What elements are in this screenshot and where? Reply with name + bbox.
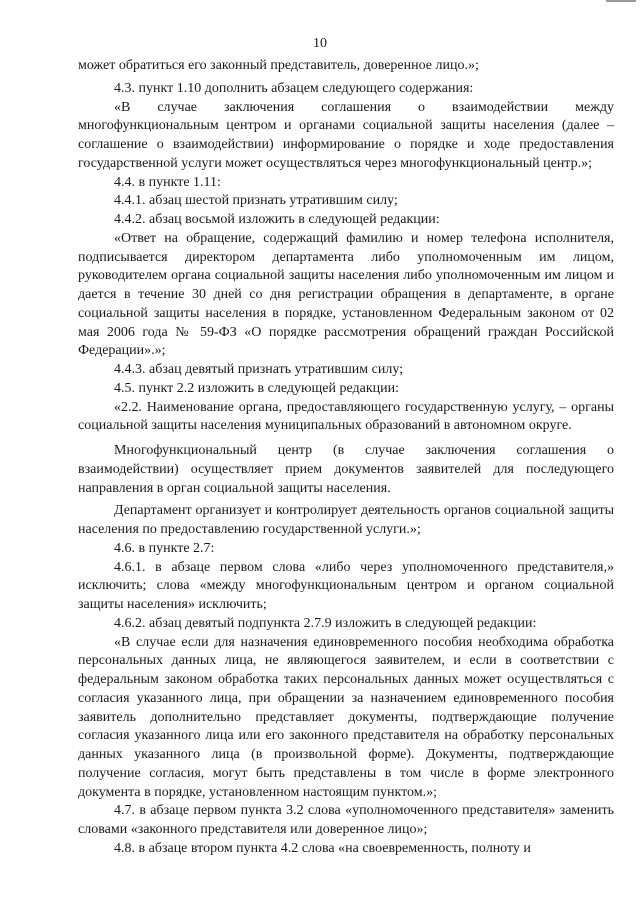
paragraph: «2.2. Наименование органа, предоставляющего государственную услугу, – органы социальной защиты населения муниципальных образований в автономном округе. <box>78 399 614 434</box>
paragraph: «В случае заключения соглашения о взаимодействии между многофункциональным центром и органами социальной защиты населения (далее – соглашение о взаимодействии) информирование о порядке и ходе предоставления государственной услуги может осуществляться через многофункциональный центр.»; <box>78 99 614 171</box>
paragraph: 4.4. в пункте 1.11: <box>114 174 221 190</box>
paragraph: 4.4.1. абзац шестой признать утратившим силу; <box>114 193 398 209</box>
paragraph: 4.4.2. абзац восьмой изложить в следующей редакции: <box>114 212 440 227</box>
page-number: 10 <box>313 36 327 51</box>
paragraph: «В случае если для назначения единовременного пособия необходима обработка персональных данных лица, не являющегося заявителем, и если в соответствии с федеральным законом обработка таких персональных данных может осуществляться с согласия указанного лица, при обращении за назначением единовременного пособия заявитель дополнительно представляет документы, подтверждающие получение согласия указанного лица или его законного представителя на обработку персональных данных указанного лица (в произвольной форме). Документы, подтверждающие получение согласия, могут быть представлены в том числе в форме электронного документа в порядке, установленном настоящим пунктом.»; <box>78 634 614 800</box>
paragraph: 4.8. в абзаце втором пункта 4.2 слова «на своевременность, полноту и <box>114 840 531 856</box>
paragraph: 4.3. пункт 1.10 дополнить абзацем следующего содержания: <box>114 80 474 96</box>
paragraph: 4.6.1. в абзаце первом слова «либо через уполномоченного представителя,» исключить; слова «между многофункциональным центром и органом социальной защиты населения» исключить; <box>78 559 614 612</box>
paragraph: 4.7. в абзаце первом пункта 3.2 слова «уполномоченного представителя» заменить словами «законного представителя или доверенное лицо»; <box>78 803 614 837</box>
paragraph: «Ответ на обращение, содержащий фамилию и номер телефона исполнителя, подписывается директором департамента либо уполномоченным им лицом, руководителем органа социальной защиты населения либо уполномоченным им лицом и дается в течение 30 дней со дня регистрации обращения в департаменте, в органе социальной защиты населения в порядке, установленном Федеральным законом от 02 мая 2006 года № 59-ФЗ «О порядке рассмотрения обращений граждан Российской Федерации».»; <box>78 230 614 359</box>
paragraph: Департамент организует и контролирует деятельность органов социальной защиты населения по предоставлению государственной услуги.»; <box>78 503 614 537</box>
paragraph: 4.4.3. абзац девятый признать утратившим силу; <box>114 362 404 377</box>
paragraph: 4.6. в пункте 2.7: <box>114 540 215 556</box>
scan-edge-mark <box>606 0 636 2</box>
document-body <box>78 57 614 859</box>
paragraph: может обратиться его законный представитель, доверенное лицо.»; <box>78 58 479 73</box>
paragraph: Многофункциональный центр (в случае заключения соглашения о взаимодействии) осуществляет прием документов заявителей для последующего направления в орган социальной защиты населения. <box>78 443 614 496</box>
paragraph: 4.5. пункт 2.2 изложить в следующей редакции: <box>114 380 399 396</box>
paragraph: 4.6.2. абзац девятый подпункта 2.7.9 изложить в следующей редакции: <box>114 615 537 631</box>
